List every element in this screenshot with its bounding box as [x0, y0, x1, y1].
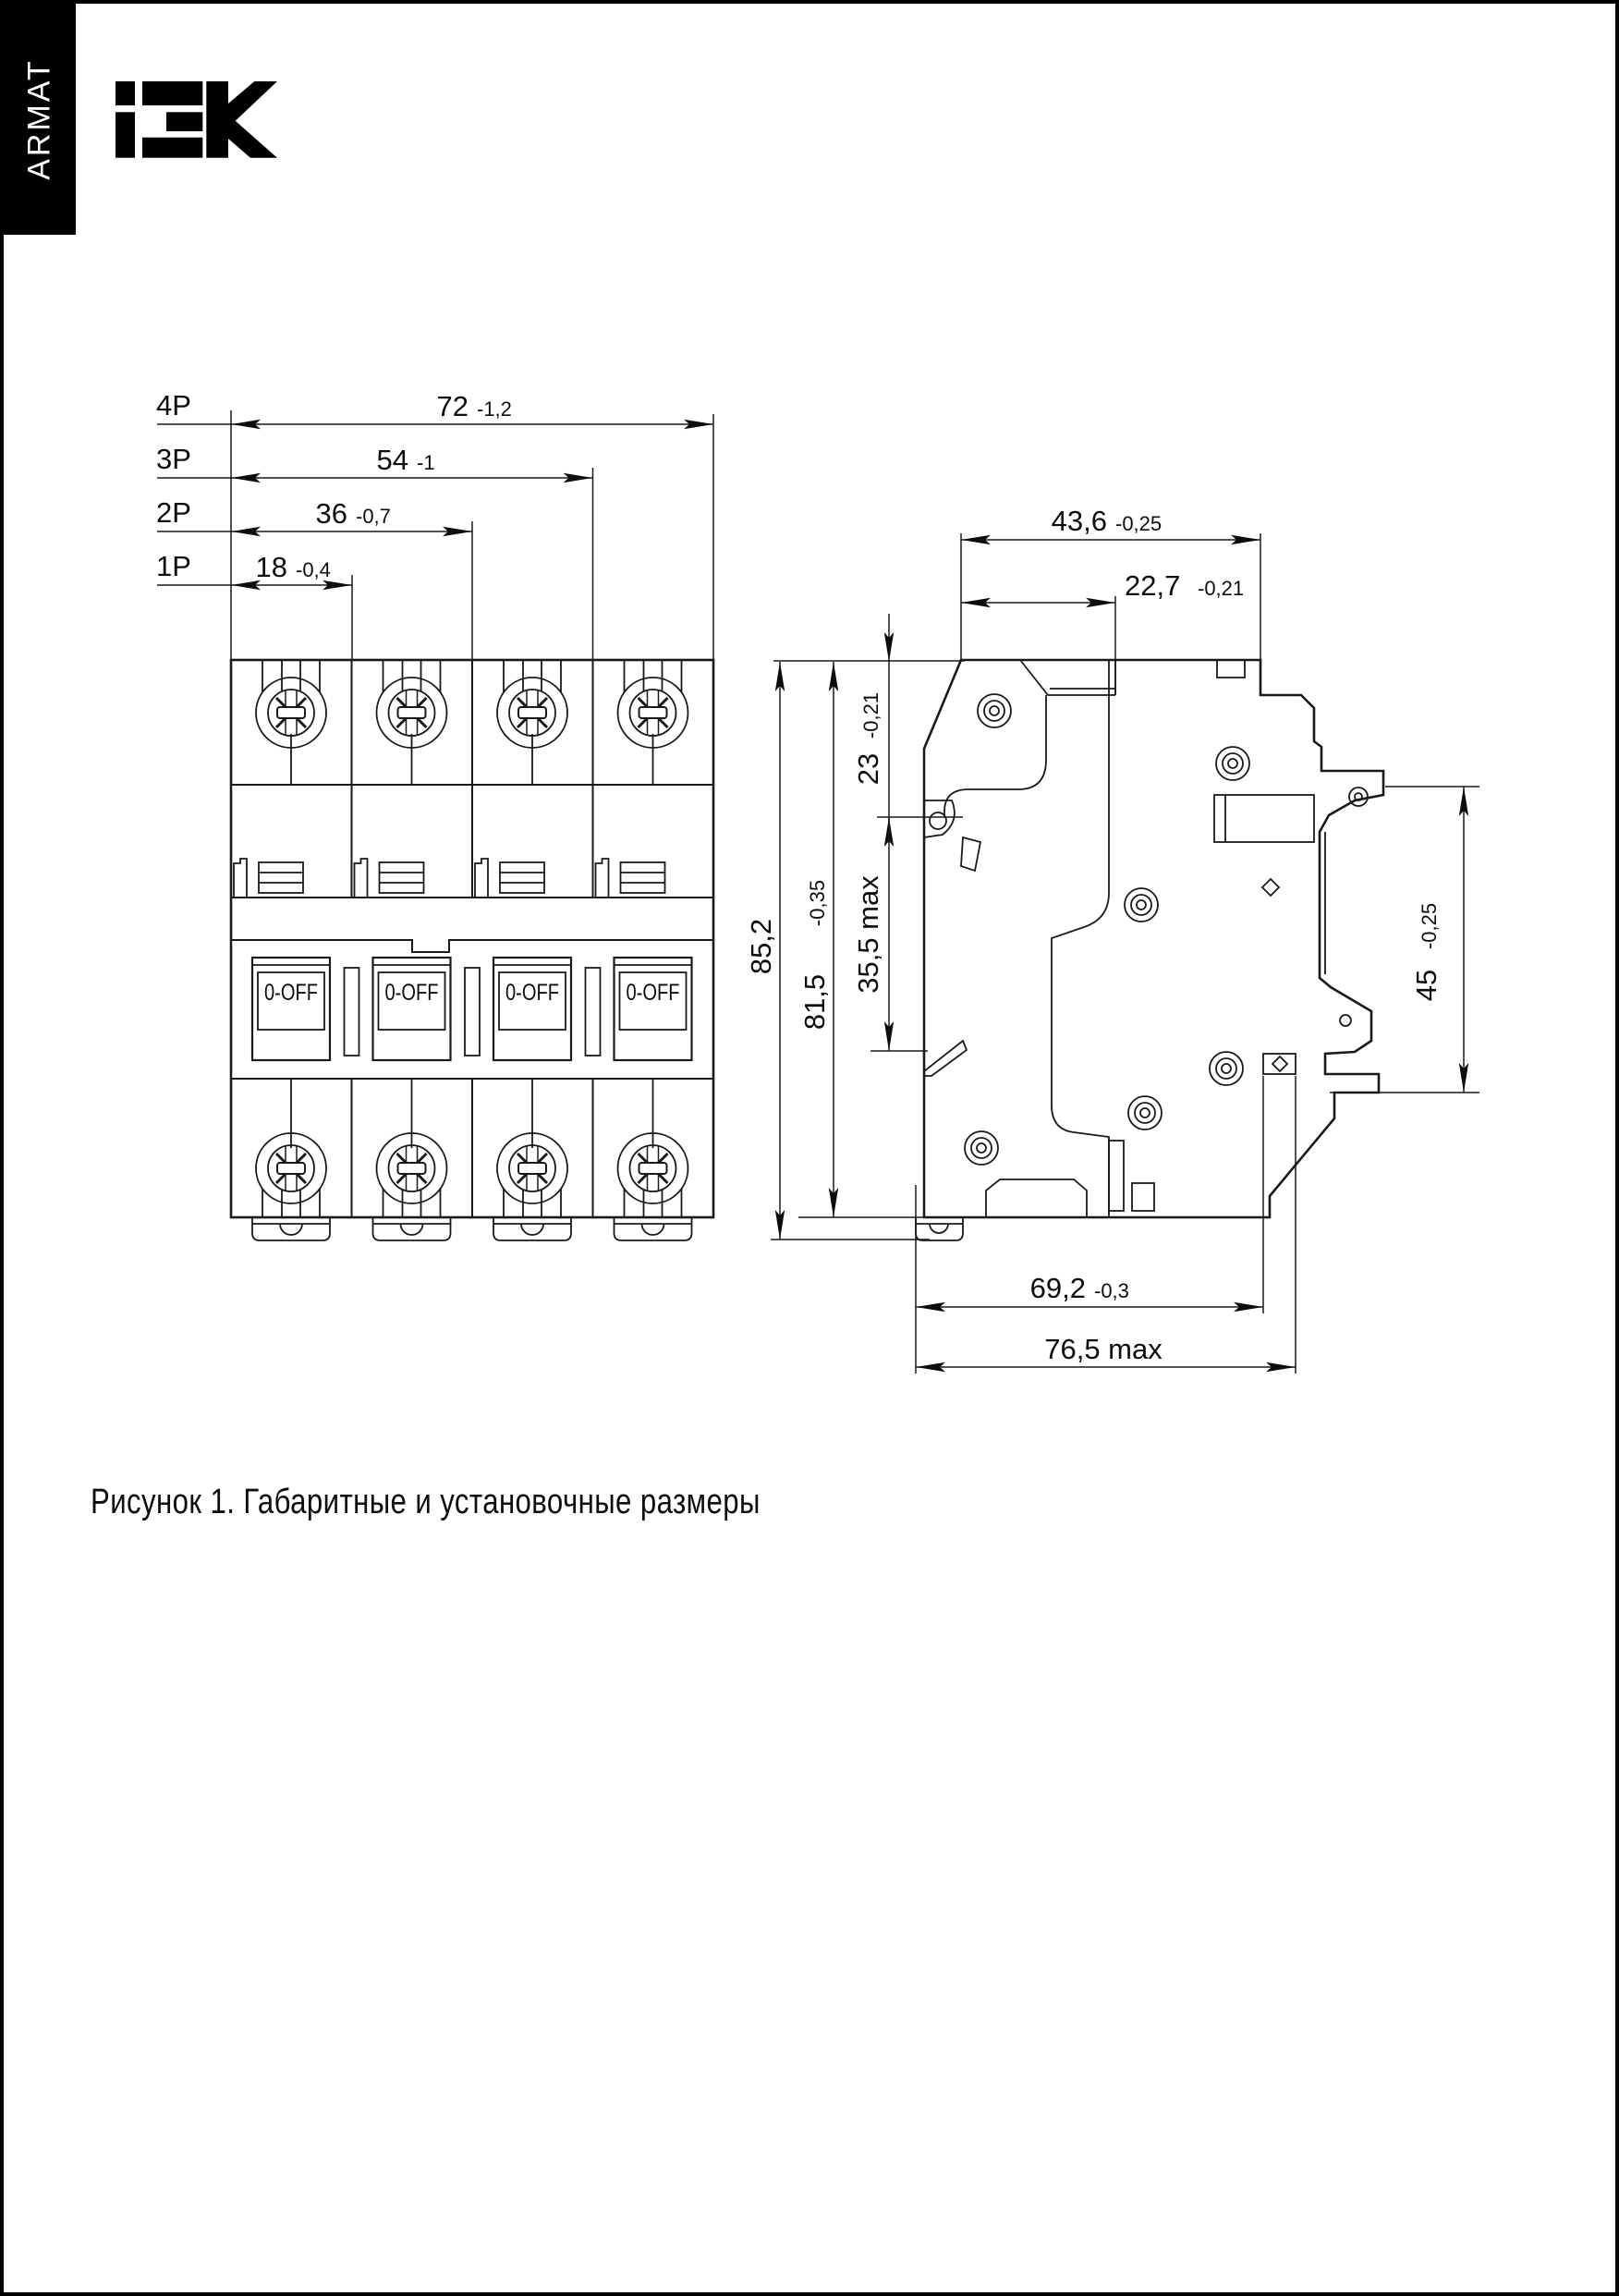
front-view-dimensions — [157, 410, 713, 660]
rivets — [965, 694, 1249, 1165]
dim-54-tol: -1 — [417, 451, 435, 474]
dim-22-7-value: 22,7 — [1125, 569, 1181, 602]
dim-72-value: 72 — [436, 390, 469, 422]
brand-vertical-label: ARMAT — [21, 58, 57, 180]
side-view-drawing — [916, 660, 1383, 1240]
dim-69-2-value: 69,2 — [1029, 1272, 1086, 1304]
dim-18-value: 18 — [255, 551, 287, 583]
figure-caption: Рисунок 1. Габаритные и установочные размеры — [91, 1483, 761, 1521]
handle-labels — [264, 980, 680, 1006]
dim-54-value: 54 — [376, 444, 408, 476]
dim-69-2-tol: -0,3 — [1094, 1279, 1129, 1302]
mid-clips — [234, 859, 665, 898]
dim-81-5-tol: -0,35 — [806, 879, 829, 927]
dim-81-5-value: 81,5 — [798, 973, 831, 1031]
dim-43-6-value: 43,6 — [1051, 505, 1107, 537]
side-view-dimension-labels — [745, 505, 1442, 1365]
dim-76-5-max: 76,5 max — [1044, 1333, 1163, 1365]
dim-72-tol: -1,2 — [477, 397, 512, 421]
pole-label-3p: 3P — [156, 443, 191, 475]
dim-18-tol: -0,4 — [296, 558, 331, 581]
din-latch-details — [1262, 788, 1368, 1074]
front-view-drawing — [231, 660, 713, 1240]
technical-drawing — [4, 4, 1619, 2296]
dim-35-5-max: 35,5 max — [852, 875, 884, 994]
front-view-dimension-labels — [156, 389, 512, 583]
dim-43-6-tol: -0,25 — [1115, 512, 1163, 535]
dim-22-7-tol: -0,21 — [1198, 577, 1245, 600]
mounting-feet — [252, 1217, 692, 1240]
handle-label-1: 0-OFF — [264, 980, 318, 1006]
pole-label-4p: 4P — [156, 389, 191, 421]
dim-85-2-value: 85,2 — [745, 918, 777, 975]
handle-label-4: 0-OFF — [626, 980, 680, 1006]
dim-36-value: 36 — [315, 497, 347, 530]
pole-label-2p: 2P — [156, 496, 191, 529]
dim-23-value: 23 — [852, 752, 884, 786]
handle-label-2: 0-OFF — [384, 980, 439, 1006]
dim-45-value: 45 — [1410, 969, 1442, 1002]
bottom-details — [986, 1141, 1154, 1217]
dim-45-tol: -0,25 — [1418, 902, 1441, 950]
toggle-handles — [252, 958, 692, 1060]
pole-label-1p: 1P — [156, 550, 191, 582]
front-face-details — [924, 800, 980, 1076]
dim-23-tol: -0,21 — [859, 691, 883, 739]
handle-label-3: 0-OFF — [505, 980, 559, 1006]
dim-36-tol: -0,7 — [356, 505, 391, 528]
